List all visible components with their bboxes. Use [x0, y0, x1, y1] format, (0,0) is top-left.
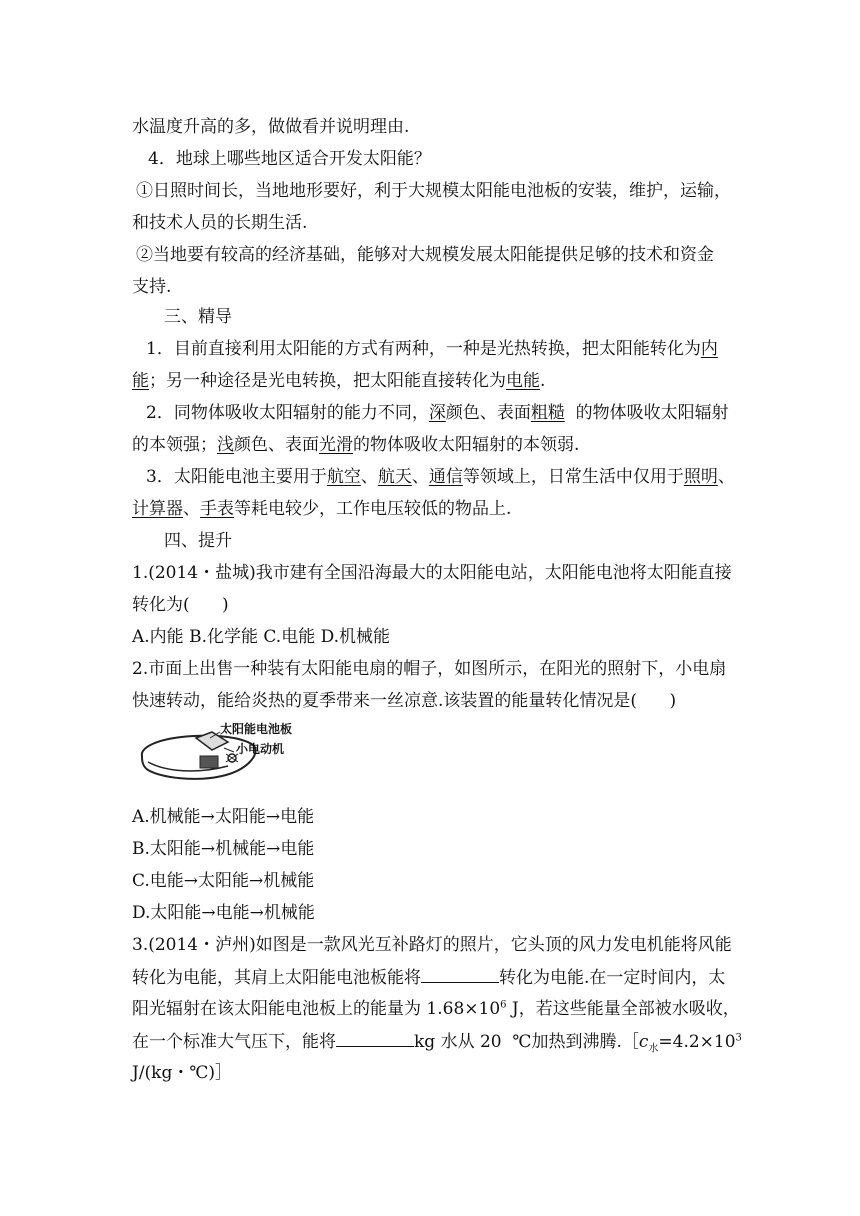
text-line: 水温度升高的多，做做看并说明理由.	[132, 117, 410, 137]
option-d: D.太阳能→电能→机械能	[132, 903, 315, 923]
answer-underline: 照明	[683, 467, 718, 487]
question-3-cont: 阳光辐射在该太阳能电池板上的能量为 $1.68\times 10^6$ J，若这些能量全部被水吸收，	[132, 999, 740, 1019]
answer-underline: 光滑	[319, 435, 353, 455]
guide-point-2-cont: 的本领强；浅颜色、表面光滑的物体吸收太阳辐射的本领弱.	[132, 435, 580, 455]
question-3: 3.(2014・泸州)如图是一款风光互补路灯的照片，它头顶的风力发电机能将风能	[132, 935, 732, 955]
guide-point-3: 3．太阳能电池主要用于航空、航天、通信等领域上，日常生活中仅用于照明、	[146, 467, 735, 487]
answer-underline: 手表	[200, 499, 234, 519]
question-3-cont: 转化为电能，其肩上太阳能电池板能将 转化为电能.在一定时间内，太	[132, 968, 726, 988]
answer-blank	[336, 1030, 414, 1047]
answer-underline: 浅	[217, 435, 234, 455]
guide-point-1: 1．目前直接利用太阳能的方式有两种，一种是光热转换，把太阳能转化为内	[146, 339, 718, 359]
question-2: 2.市面上出售一种装有太阳能电扇的帽子，如图所示，在阳光的照射下，小电扇	[132, 659, 727, 679]
option-b: B.太阳能→机械能→电能	[132, 839, 315, 859]
answer-blank	[421, 966, 499, 983]
question-1-cont: 转化为( )	[132, 595, 229, 615]
question-3-unit: J/(kg・℃)］	[132, 1063, 233, 1083]
answer-underline: 航空	[326, 467, 361, 487]
guide-point-2: 2．同物体吸收太阳辐射的能力不同，深颜色、表面粗糙 的物体吸收太阳辐射	[146, 403, 729, 423]
figure-label-solar-panel: 太阳能电池板	[220, 722, 293, 736]
option-a: A.机械能→太阳能→电能	[132, 807, 315, 827]
option-c: C.电能→太阳能→机械能	[132, 871, 315, 891]
answer-underline: 航天	[377, 467, 412, 487]
question-3-cont: 在一个标准大气压下，能将 kg 水从 20 ℃加热到沸腾$.[c_水=4.2\times 10^3$	[132, 1032, 742, 1055]
text-line: 和技术人员的长期生活.	[132, 213, 308, 233]
answer-item-1: ①日照时间长，当地地形要好，利于大规模太阳能电池板的安装，维护，运输，	[136, 181, 731, 201]
answer-underline: 能	[132, 371, 149, 391]
answer-underline: 计算器	[132, 499, 183, 519]
answer-underline: 粗糙	[530, 403, 565, 423]
guide-point-1-cont: 能；另一种途径是光电转换，把太阳能直接转化为电能.	[132, 371, 546, 391]
text-line: 支持.	[132, 277, 172, 297]
solar-hat-figure	[136, 718, 308, 794]
section-heading-3: 三、精导	[164, 307, 232, 327]
question-4: 4．地球上哪些地区适合开发太阳能？	[148, 149, 431, 169]
section-heading-4: 四、提升	[164, 531, 232, 551]
question-1: 1.(2014・盐城)我市建有全国沿海最大的太阳能电站，太阳能电池将太阳能直接	[132, 563, 732, 583]
guide-point-3-cont: 计算器、手表等耗电较少，工作电压较低的物品上.	[132, 499, 512, 519]
figure-label-motor: 小电动机	[236, 742, 285, 756]
answer-underline: 内	[700, 339, 718, 359]
answer-underline: 深	[428, 403, 446, 423]
answer-underline: 电能	[506, 371, 540, 391]
question-2-cont: 快速转动，能给炎热的夏季带来一丝凉意.该装置的能量转化情况是( )	[132, 691, 677, 711]
question-1-options: A.内能 B.化学能 C.电能 D.机械能	[132, 627, 391, 647]
answer-item-2: ②当地要有较高的经济基础，能够对大规模发展太阳能提供足够的技术和资金	[136, 245, 714, 265]
answer-underline: 通信	[428, 467, 463, 487]
